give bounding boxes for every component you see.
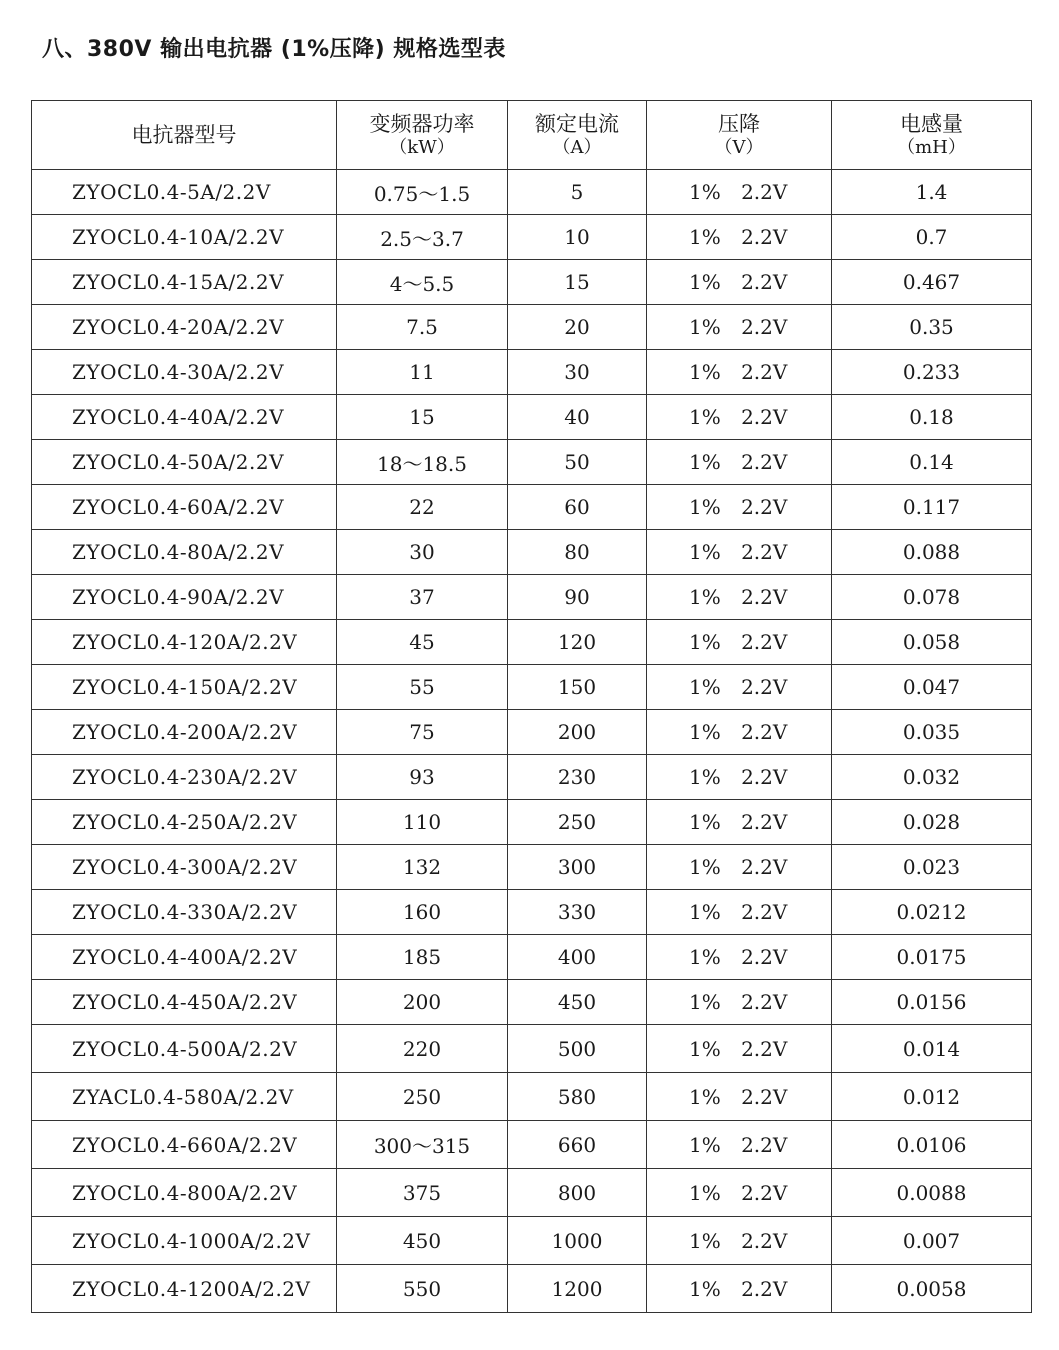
header-label: 电抗器型号 <box>131 123 237 147</box>
cell-power: 132 <box>337 845 508 890</box>
cell-model: ZYOCL0.4-60A/2.2V <box>32 485 337 530</box>
cell-inductance: 0.0088 <box>832 1169 1032 1217</box>
cell-power: 7.5 <box>337 305 508 350</box>
cell-voltage-drop: 1% 2.2V <box>647 215 832 260</box>
cell-current: 30 <box>508 350 647 395</box>
table-row <box>32 215 1032 260</box>
table-row <box>32 1265 1032 1313</box>
cell-current: 150 <box>508 665 647 710</box>
cell-current: 40 <box>508 395 647 440</box>
cell-voltage-drop: 1% 2.2V <box>647 530 832 575</box>
cell-power: 450 <box>337 1217 508 1265</box>
table-row <box>32 800 1032 845</box>
table-row <box>32 665 1032 710</box>
cell-model: ZYOCL0.4-200A/2.2V <box>32 710 337 755</box>
cell-model: ZYOCL0.4-330A/2.2V <box>32 890 337 935</box>
cell-voltage-drop: 1% 2.2V <box>647 800 832 845</box>
cell-power: 55 <box>337 665 508 710</box>
cell-power: 160 <box>337 890 508 935</box>
cell-power: 300～315 <box>337 1121 508 1169</box>
cell-power: 75 <box>337 710 508 755</box>
cell-current: 5 <box>508 170 647 215</box>
table-row <box>32 305 1032 350</box>
cell-voltage-drop: 1% 2.2V <box>647 980 832 1025</box>
cell-inductance: 0.467 <box>832 260 1032 305</box>
cell-inductance: 0.117 <box>832 485 1032 530</box>
cell-model: ZYOCL0.4-30A/2.2V <box>32 350 337 395</box>
header-unit: （mH） <box>897 137 966 158</box>
cell-power: 18～18.5 <box>337 440 508 485</box>
cell-model: ZYOCL0.4-50A/2.2V <box>32 440 337 485</box>
cell-voltage-drop: 1% 2.2V <box>647 1217 832 1265</box>
cell-inductance: 1.4 <box>832 170 1032 215</box>
cell-inductance: 0.7 <box>832 215 1032 260</box>
cell-model: ZYOCL0.4-15A/2.2V <box>32 260 337 305</box>
cell-power: 15 <box>337 395 508 440</box>
cell-power: 185 <box>337 935 508 980</box>
cell-current: 15 <box>508 260 647 305</box>
cell-model: ZYOCL0.4-90A/2.2V <box>32 575 337 620</box>
header-unit: （kW） <box>389 137 455 158</box>
table-row <box>32 260 1032 305</box>
cell-voltage-drop: 1% 2.2V <box>647 1169 832 1217</box>
cell-voltage-drop: 1% 2.2V <box>647 1121 832 1169</box>
cell-voltage-drop: 1% 2.2V <box>647 935 832 980</box>
table-row <box>32 395 1032 440</box>
cell-model: ZYACL0.4-580A/2.2V <box>32 1073 337 1121</box>
cell-current: 450 <box>508 980 647 1025</box>
cell-power: 45 <box>337 620 508 665</box>
table-row <box>32 170 1032 215</box>
cell-voltage-drop: 1% 2.2V <box>647 485 832 530</box>
table-row <box>32 1217 1032 1265</box>
cell-voltage-drop: 1% 2.2V <box>647 395 832 440</box>
header-unit: （V） <box>714 137 764 158</box>
cell-current: 1200 <box>508 1265 647 1313</box>
cell-voltage-drop: 1% 2.2V <box>647 620 832 665</box>
cell-inductance: 0.032 <box>832 755 1032 800</box>
cell-inductance: 0.047 <box>832 665 1032 710</box>
cell-voltage-drop: 1% 2.2V <box>647 890 832 935</box>
cell-power: 550 <box>337 1265 508 1313</box>
table-row <box>32 350 1032 395</box>
header-row <box>32 101 1032 170</box>
cell-inductance: 0.088 <box>832 530 1032 575</box>
header-current <box>508 101 647 170</box>
cell-current: 500 <box>508 1025 647 1073</box>
cell-model: ZYOCL0.4-1000A/2.2V <box>32 1217 337 1265</box>
cell-model: ZYOCL0.4-250A/2.2V <box>32 800 337 845</box>
cell-inductance: 0.0175 <box>832 935 1032 980</box>
cell-inductance: 0.023 <box>832 845 1032 890</box>
cell-inductance: 0.0212 <box>832 890 1032 935</box>
header-power <box>337 101 508 170</box>
header-inductance <box>832 101 1032 170</box>
cell-current: 660 <box>508 1121 647 1169</box>
cell-voltage-drop: 1% 2.2V <box>647 710 832 755</box>
cell-power: 250 <box>337 1073 508 1121</box>
cell-voltage-drop: 1% 2.2V <box>647 845 832 890</box>
cell-voltage-drop: 1% 2.2V <box>647 755 832 800</box>
page-title: 八、380V 输出电抗器 (1%压降) 规格选型表 <box>42 37 506 62</box>
cell-power: 375 <box>337 1169 508 1217</box>
cell-current: 20 <box>508 305 647 350</box>
table-row <box>32 1121 1032 1169</box>
cell-current: 90 <box>508 575 647 620</box>
cell-power: 200 <box>337 980 508 1025</box>
cell-inductance: 0.007 <box>832 1217 1032 1265</box>
cell-current: 800 <box>508 1169 647 1217</box>
cell-voltage-drop: 1% 2.2V <box>647 1265 832 1313</box>
cell-power: 22 <box>337 485 508 530</box>
cell-inductance: 0.078 <box>832 575 1032 620</box>
cell-current: 230 <box>508 755 647 800</box>
cell-model: ZYOCL0.4-1200A/2.2V <box>32 1265 337 1313</box>
cell-voltage-drop: 1% 2.2V <box>647 575 832 620</box>
header-unit: （A） <box>552 137 602 158</box>
cell-model: ZYOCL0.4-20A/2.2V <box>32 305 337 350</box>
table-row <box>32 485 1032 530</box>
cell-model: ZYOCL0.4-230A/2.2V <box>32 755 337 800</box>
cell-inductance: 0.35 <box>832 305 1032 350</box>
cell-model: ZYOCL0.4-80A/2.2V <box>32 530 337 575</box>
cell-model: ZYOCL0.4-5A/2.2V <box>32 170 337 215</box>
cell-model: ZYOCL0.4-500A/2.2V <box>32 1025 337 1073</box>
cell-power: 4～5.5 <box>337 260 508 305</box>
cell-inductance: 0.18 <box>832 395 1032 440</box>
cell-voltage-drop: 1% 2.2V <box>647 170 832 215</box>
cell-power: 30 <box>337 530 508 575</box>
header-label: 变频器功率 <box>369 112 475 136</box>
table-row <box>32 620 1032 665</box>
cell-current: 10 <box>508 215 647 260</box>
cell-model: ZYOCL0.4-300A/2.2V <box>32 845 337 890</box>
cell-model: ZYOCL0.4-800A/2.2V <box>32 1169 337 1217</box>
header-label: 电感量 <box>900 112 963 136</box>
cell-current: 400 <box>508 935 647 980</box>
table-row <box>32 935 1032 980</box>
cell-current: 200 <box>508 710 647 755</box>
table-row <box>32 755 1032 800</box>
cell-current: 1000 <box>508 1217 647 1265</box>
cell-current: 50 <box>508 440 647 485</box>
cell-inductance: 0.233 <box>832 350 1032 395</box>
cell-current: 580 <box>508 1073 647 1121</box>
cell-inductance: 0.058 <box>832 620 1032 665</box>
cell-model: ZYOCL0.4-450A/2.2V <box>32 980 337 1025</box>
cell-voltage-drop: 1% 2.2V <box>647 260 832 305</box>
cell-inductance: 0.0106 <box>832 1121 1032 1169</box>
table-row <box>32 710 1032 755</box>
cell-current: 300 <box>508 845 647 890</box>
cell-voltage-drop: 1% 2.2V <box>647 440 832 485</box>
cell-voltage-drop: 1% 2.2V <box>647 1073 832 1121</box>
table-row <box>32 440 1032 485</box>
table-row <box>32 1025 1032 1073</box>
cell-current: 250 <box>508 800 647 845</box>
table-row <box>32 890 1032 935</box>
cell-inductance: 0.14 <box>832 440 1032 485</box>
cell-model: ZYOCL0.4-40A/2.2V <box>32 395 337 440</box>
cell-current: 330 <box>508 890 647 935</box>
cell-model: ZYOCL0.4-120A/2.2V <box>32 620 337 665</box>
cell-inductance: 0.014 <box>832 1025 1032 1073</box>
cell-inductance: 0.012 <box>832 1073 1032 1121</box>
cell-voltage-drop: 1% 2.2V <box>647 1025 832 1073</box>
cell-voltage-drop: 1% 2.2V <box>647 665 832 710</box>
table-row <box>32 1169 1032 1217</box>
table-body <box>32 170 1032 1313</box>
cell-model: ZYOCL0.4-10A/2.2V <box>32 215 337 260</box>
cell-inductance: 0.0058 <box>832 1265 1032 1313</box>
cell-inductance: 0.028 <box>832 800 1032 845</box>
table-header <box>32 101 1032 170</box>
table-row <box>32 1073 1032 1121</box>
spec-table <box>31 100 1032 1313</box>
cell-model: ZYOCL0.4-400A/2.2V <box>32 935 337 980</box>
cell-voltage-drop: 1% 2.2V <box>647 305 832 350</box>
cell-current: 80 <box>508 530 647 575</box>
cell-inductance: 0.035 <box>832 710 1032 755</box>
table-row <box>32 845 1032 890</box>
header-label: 压降 <box>718 112 760 136</box>
cell-current: 120 <box>508 620 647 665</box>
cell-power: 11 <box>337 350 508 395</box>
table-row <box>32 530 1032 575</box>
cell-current: 60 <box>508 485 647 530</box>
table-row <box>32 980 1032 1025</box>
cell-model: ZYOCL0.4-660A/2.2V <box>32 1121 337 1169</box>
header-label: 额定电流 <box>535 112 619 136</box>
cell-power: 37 <box>337 575 508 620</box>
cell-power: 93 <box>337 755 508 800</box>
header-model <box>32 101 337 170</box>
table-row <box>32 575 1032 620</box>
cell-model: ZYOCL0.4-150A/2.2V <box>32 665 337 710</box>
cell-inductance: 0.0156 <box>832 980 1032 1025</box>
cell-power: 0.75～1.5 <box>337 170 508 215</box>
cell-power: 110 <box>337 800 508 845</box>
cell-power: 220 <box>337 1025 508 1073</box>
cell-power: 2.5～3.7 <box>337 215 508 260</box>
header-voltage-drop <box>647 101 832 170</box>
cell-voltage-drop: 1% 2.2V <box>647 350 832 395</box>
